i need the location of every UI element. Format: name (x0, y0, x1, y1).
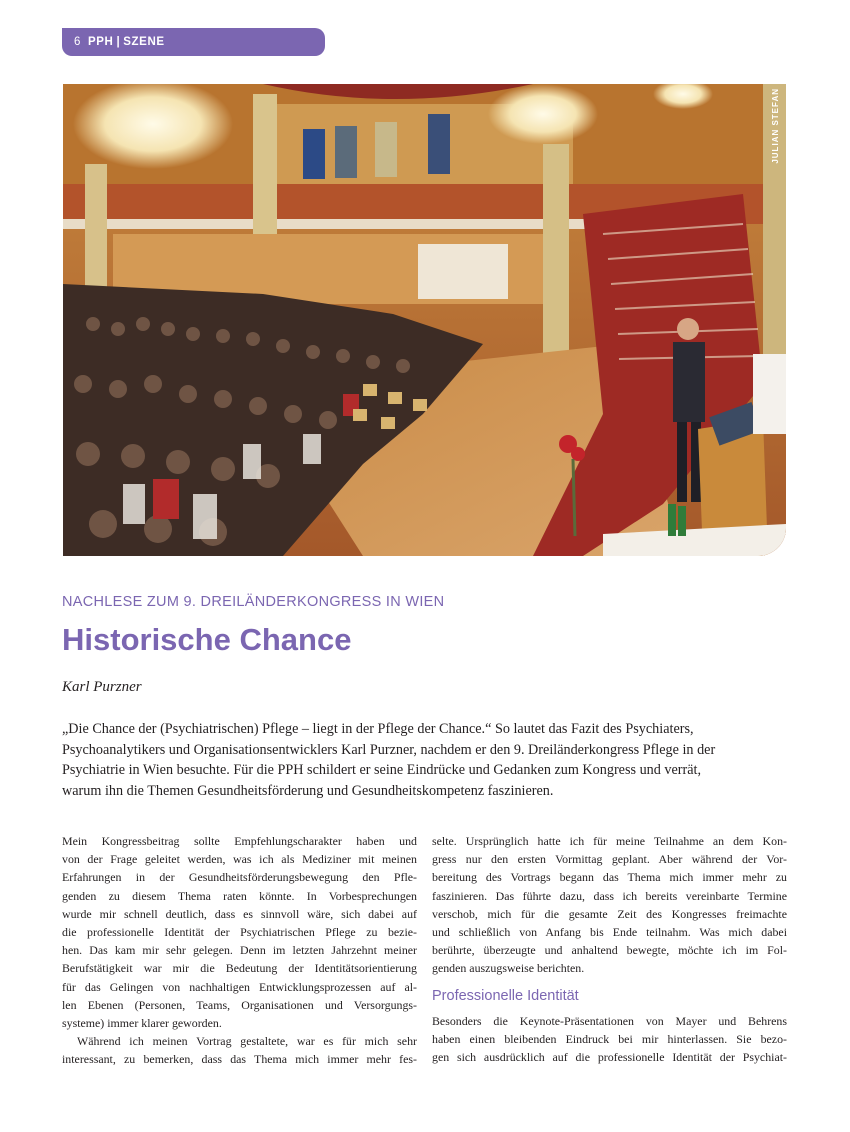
page-number: 6 (74, 36, 81, 48)
section-header-tab (62, 28, 325, 56)
body-line: len Ebenen (Personen, Teams, Organisationen und Versorgungs- (62, 997, 417, 1012)
magazine-name: PPH (88, 36, 114, 48)
body-column-left (62, 832, 417, 1069)
photo-credit: JULIAN STEFAN (771, 88, 780, 164)
body-line: von der Frage geleitet werden, was ich als Mediziner mit meinen (62, 852, 417, 867)
lead-line: Psychiatrie in Wien besuchte. Für die PPH schildert er seine Eindrücke und Gedanken zum Kongress und verrät, (62, 762, 702, 779)
article-subheading: Professionelle Identität (432, 987, 579, 1004)
lead-line: „Die Chance der (Psychiatrischen) Pflege – liegt in der Pflege der Chance.“ So lautet das Fazit des Psychiaters, (62, 721, 694, 737)
body-line: Erfahrungen in der Gesundheitsförderungsbewegung den Pfle- (62, 870, 417, 885)
lead-line: warum ihn die Themen Gesundheitsförderung und Gesundheitskompetenz faszinieren. (62, 783, 554, 800)
body-line: gen sich ausdrücklich auf die professionelle Identität der Psychiat- (432, 1050, 787, 1065)
body-line: für das Gelingen von nachhaltigen Entwicklungsprozessen auf al- (62, 979, 417, 994)
body-line: genden auszugsweise berichten. (432, 961, 585, 976)
article-author: Karl Purzner (62, 679, 142, 695)
body-line: haben einen bleibenden Eindruck bei mir hinterlassen. Sie bezo- (432, 1032, 787, 1047)
body-line: selte. Ursprünglich hatte ich für meine Teilnahme an dem Kon- (432, 834, 787, 848)
body-line: die professionelle Identität der Psychiatrischen Pflege zu bezie- (62, 925, 417, 940)
body-line: faszinieren. Das führte dazu, dass ich bereits vereinbarte Termine (432, 888, 787, 903)
body-line: verschob, mich für die gesamte Zeit des Kongresses freimachte (432, 906, 787, 921)
body-line: Während ich meinen Vortrag gestaltete, war es für mich sehr (77, 1034, 417, 1049)
body-line: interessant, zu bemerken, dass das Thema mich immer mehr fes- (62, 1052, 417, 1067)
conference-hall-illustration (63, 84, 786, 556)
body-line: berührte, überzeugte und anhaltend bewegte, möchte ich im Fol- (432, 943, 787, 958)
article-lead (62, 719, 784, 802)
body-line: und schließlich von Anfang bis Ende teilnahm. Was mich dabei (432, 925, 787, 940)
article-title: Historische Chance (62, 622, 352, 657)
body-line: bereitung des Vortrags begann das Thema mich immer mehr zu (432, 870, 787, 885)
article-kicker: NACHLESE ZUM 9. DREILÄNDERKONGRESS IN WIEN (62, 594, 445, 610)
body-line: wurde mir schnell deutlich, dass es sinnvoll wäre, sich dabei auf (62, 906, 417, 921)
header-divider: | (116, 36, 121, 48)
body-line: genden zu diesem Thema raten könnte. In Vorbesprechungen (62, 888, 417, 903)
body-line: Besonders die Keynote-Präsentationen von Mayer und Behrens (432, 1013, 787, 1028)
body-line: Mein Kongressbeitrag sollte Empfehlungscharakter haben und (62, 834, 417, 848)
section-name: SZENE (123, 36, 165, 48)
body-line: systeme) immer klarer geworden. (62, 1016, 222, 1031)
conference-photo (63, 84, 786, 556)
body-line: gress nur den ersten Vormittag geplant. Aber während der Vor- (432, 852, 787, 867)
body-line: Berufstätigkeit war mir die Bedeutung der Identitätsorientierung (62, 961, 417, 976)
body-line: hen. Das kam mir sehr gelegen. Denn im letzten Jahrzehnt meiner (62, 943, 417, 958)
lead-line: Psychoanalytikers und Organisationsentwicklers Karl Purzner, nachdem er den 9. Dreiländerkongress Pflege in der (62, 741, 716, 758)
body-column-right (432, 832, 787, 1066)
